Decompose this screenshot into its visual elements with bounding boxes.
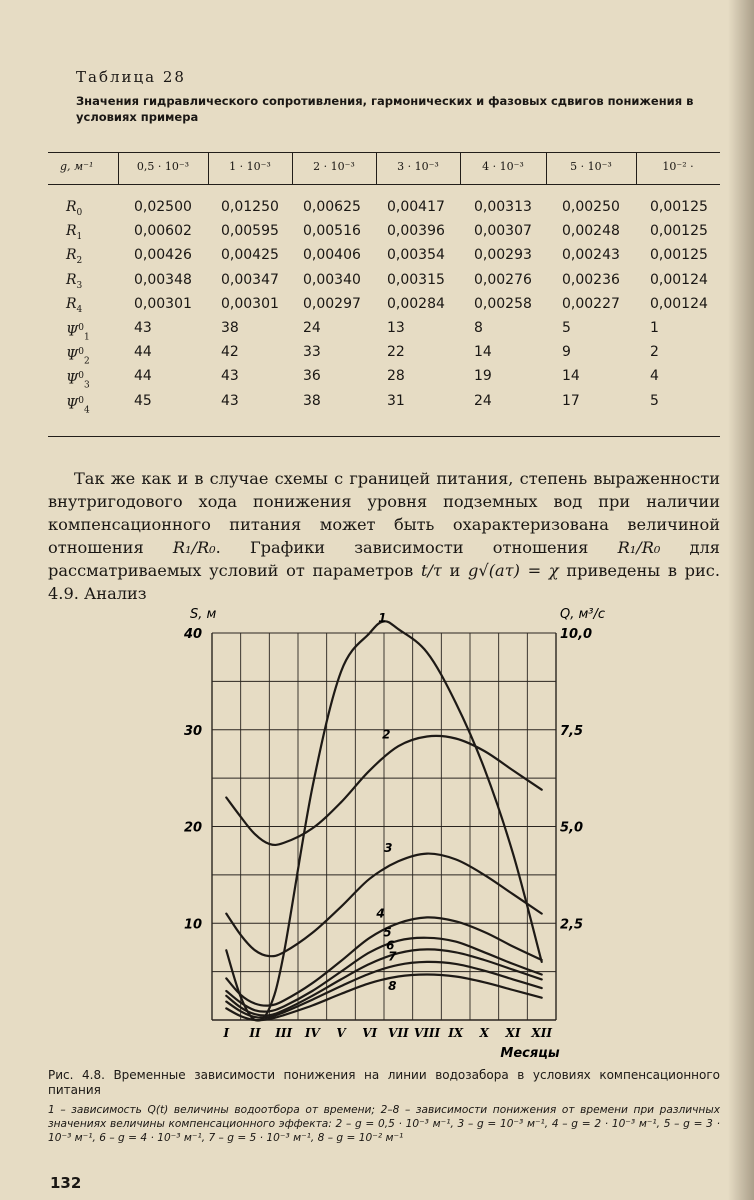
table-cell: 0,00602 (134, 223, 192, 240)
body-paragraph (48, 467, 720, 605)
table-row-label: $R_0$ (66, 199, 83, 218)
table-cell: 44 (134, 344, 152, 361)
chart-right-tick-label: 7,5 (560, 723, 584, 739)
table-cell: 17 (562, 392, 580, 409)
chart-series-3-label: 3 (384, 840, 393, 855)
table-cell: 0,00348 (134, 271, 192, 288)
page-number: 132 (50, 1174, 82, 1192)
chart-month-label: III (275, 1026, 293, 1040)
table-cell: 0,00347 (221, 271, 279, 288)
table-cell: 44 (134, 368, 152, 385)
table-cell: 0,00248 (562, 223, 620, 240)
table-cell: 0,00250 (562, 199, 620, 215)
table-row-label: $R_3$ (66, 271, 83, 291)
table-row-label: $R_4$ (66, 295, 83, 315)
figure-chart (0, 590, 754, 1068)
chart-right-tick-label: 2,5 (560, 917, 584, 933)
chart-left-tick-label: 30 (184, 723, 203, 739)
table-header-cell: 1 · 10⁻³ (229, 160, 271, 173)
table-row-label: $R_1$ (66, 223, 83, 242)
table-row (66, 389, 726, 416)
table-cell: 13 (387, 320, 405, 336)
table-caption: Значения гидравлического сопротивления, гармонических и фазовых сдвигов понижения в условиях примера (76, 94, 694, 124)
table-row-label: $\Psi^0_1$ (66, 323, 90, 343)
chart-month-label: VII (388, 1026, 409, 1040)
chart-series-5-label: 5 (383, 925, 392, 940)
table-row (66, 316, 726, 343)
chart-right-axis-title: Q, м³/с (560, 607, 606, 622)
table-cell: 0,00227 (562, 295, 620, 312)
table-header-cell: 3 · 10⁻³ (397, 160, 439, 173)
figure-caption: Рис. 4.8. Временные зависимости понижения на линии водозабора в условиях компенсационного питания (48, 1068, 720, 1097)
table-header-rule (48, 184, 720, 185)
table-cell: 28 (387, 368, 405, 385)
table-row (66, 195, 726, 219)
table-cell: 0,00297 (303, 295, 361, 312)
table-cell: 38 (221, 320, 239, 336)
body-text-2: . Графики зависимости отношения (215, 538, 618, 557)
table-cell: 0,00125 (650, 223, 708, 240)
table-cell: 0,00417 (387, 199, 445, 215)
table-cell: 0,00354 (387, 247, 445, 264)
chart-month-label: IV (304, 1026, 320, 1040)
table-cell: 43 (134, 320, 152, 336)
table-row (66, 219, 726, 243)
table-cell: 1 (650, 320, 659, 336)
table-bottom-rule (48, 436, 720, 437)
table-cell: 0,01250 (221, 199, 279, 215)
table-header-cell: 5 · 10⁻³ (570, 160, 612, 173)
chart-month-label: IX (448, 1026, 464, 1040)
chart-series-1-label: 1 (378, 611, 387, 626)
body-text-5: приведены в рис. 4.9. Анализ (48, 561, 721, 603)
table-cell: 0,00293 (474, 247, 532, 264)
table-cell: 0,00516 (303, 223, 361, 240)
chart-series-7-label: 7 (388, 949, 397, 964)
table-cell: 0,00307 (474, 223, 532, 240)
body-text-4: и (441, 561, 469, 580)
table-header-cell: g, м⁻¹ (60, 160, 94, 173)
table-cell: 0,00124 (650, 295, 708, 312)
table-cell: 9 (562, 344, 571, 361)
table-row (66, 243, 726, 267)
table-cell: 0,00315 (387, 271, 445, 288)
body-text-3: для рассматриваемых условий от параметров (48, 538, 720, 580)
table-row (66, 292, 726, 316)
chart-series-6-label: 6 (386, 938, 395, 953)
table-cell: 43 (221, 368, 239, 385)
chart-series-8-label: 8 (388, 979, 397, 994)
table-cell: 14 (474, 344, 492, 361)
chart-month-label: XII (531, 1026, 552, 1040)
table-cell: 36 (303, 368, 321, 385)
table-cell: 0,00243 (562, 247, 620, 264)
table-cell: 0,00625 (303, 199, 361, 215)
chart-left-tick-label: 40 (184, 627, 203, 642)
table-cell: 0,00284 (387, 295, 445, 312)
chart-left-tick-label: 10 (184, 917, 203, 933)
table-header-cell: 10⁻² · (662, 160, 694, 173)
table-cell: 0,00406 (303, 247, 361, 264)
table-cell: 0,00340 (303, 271, 361, 288)
table-cell: 5 (562, 320, 571, 336)
table-cell: 22 (387, 344, 405, 361)
chart-left-axis-title: S, м (190, 607, 217, 622)
table-cell: 33 (303, 344, 321, 361)
chart-month-label: VI (362, 1026, 378, 1040)
table-cell: 24 (303, 320, 321, 336)
body-math-ratio-2: R₁/R₀ (617, 538, 661, 557)
chart-right-tick-label: 10,0 (560, 627, 593, 642)
table-cell: 0,00425 (221, 247, 279, 264)
table-cell: 42 (221, 344, 239, 361)
body-text-1: Так же как и в случае схемы с границей питания, степень выраженности внутригодового хода понижения уровня подземных вод при наличии компенсационного питания может быть охарактеризована величиной отношения (48, 469, 720, 557)
chart-left-tick-label: 20 (184, 820, 203, 836)
chart-month-label: V (336, 1026, 346, 1040)
table-cell: 5 (650, 392, 659, 409)
table-header-cell: 0,5 · 10⁻³ (136, 160, 190, 173)
table-cell: 0,00595 (221, 223, 279, 240)
table-cell: 0,00301 (221, 295, 279, 312)
table-row-label: $\Psi^0_2$ (66, 347, 90, 367)
chart-x-axis-title: Месяцы (500, 1046, 560, 1061)
table-top-rule (48, 152, 720, 153)
body-math-ratio: R₁/R₀ (172, 538, 216, 557)
table-row-label: $\Psi^0_3$ (66, 371, 90, 391)
table-cell: 0,00124 (650, 271, 708, 288)
table-row-label: $\Psi^0_4$ (66, 395, 90, 416)
table-cell: 0,00125 (650, 199, 708, 215)
table-cell: 0,00313 (474, 199, 532, 215)
table-cell: 0,00258 (474, 295, 532, 312)
chart-month-label: XI (505, 1026, 521, 1040)
table-row-label: $R_2$ (66, 247, 83, 267)
table-header-cell: 4 · 10⁻³ (482, 160, 524, 173)
table-cell: 0,00426 (134, 247, 192, 264)
chart-right-tick-label: 5,0 (560, 820, 584, 836)
chart-series-2-label: 2 (382, 727, 391, 742)
table-cell: 45 (134, 392, 152, 409)
table-cell: 31 (387, 392, 405, 409)
chart-series-4-label: 4 (376, 906, 385, 921)
table-row (66, 340, 726, 367)
chart-month-label: VIII (413, 1026, 441, 1040)
table-header-cell: 2 · 10⁻³ (313, 160, 355, 173)
chart-month-label: I (223, 1026, 230, 1040)
table-cell: 0,00396 (387, 223, 445, 240)
table-cell: 4 (650, 368, 659, 385)
chart-month-label: II (249, 1026, 261, 1040)
table-cell: 43 (221, 392, 239, 409)
table-row (66, 364, 726, 391)
table-cell: 2 (650, 344, 659, 361)
table-label: Таблица 28 (76, 68, 186, 86)
table-cell: 24 (474, 392, 492, 409)
table-cell: 0,00276 (474, 271, 532, 288)
table-cell: 0,02500 (134, 199, 192, 215)
body-math-chi: g√(aτ) = χ (468, 561, 559, 580)
figure-legend: 1 – зависимость Q(t) величины водоотбора от времени; 2–8 – зависимости понижения от времени при различных значениях величины компенсационного эффекта: 2 – g = 0,5 · 10⁻³ м⁻¹, 3 – g = 10⁻³ м⁻¹, 4 – g = 2 · 10⁻³ м⁻¹, 5 – g = 3 · 10⁻³ м⁻¹, 6 – g = 4 · 10⁻³ м⁻¹, 7 – g = 5 · 10⁻³ м⁻¹, 8 – g = 10⁻² м⁻¹ (48, 1104, 720, 1144)
body-math-time: t/τ (420, 561, 442, 580)
table-cell: 8 (474, 320, 483, 336)
table-row (66, 268, 726, 292)
table-cell: 0,00301 (134, 295, 192, 312)
table-cell: 19 (474, 368, 492, 385)
table-cell: 0,00125 (650, 247, 708, 264)
table-cell: 38 (303, 392, 321, 409)
table-cell: 0,00236 (562, 271, 620, 288)
table-cell: 14 (562, 368, 580, 385)
chart-month-label: X (479, 1026, 489, 1040)
